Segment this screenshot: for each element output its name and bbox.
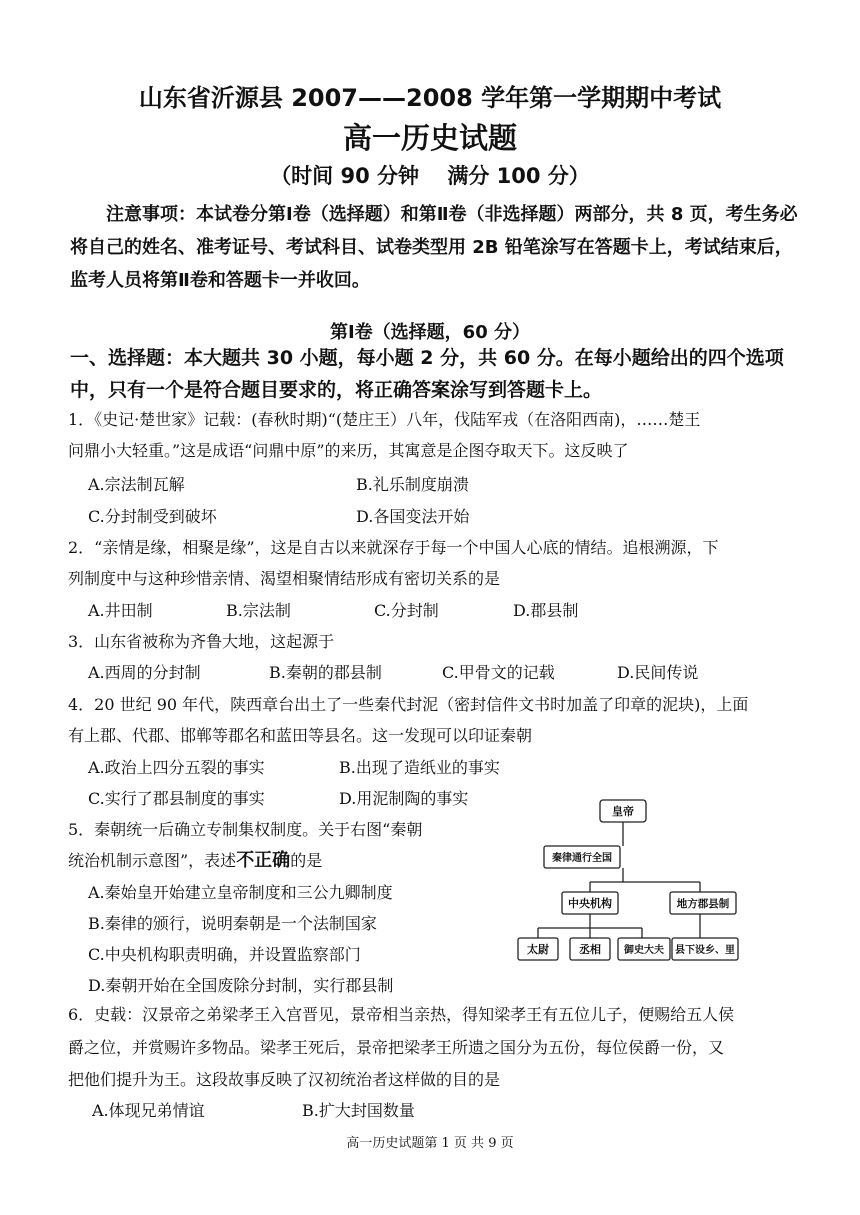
chengxiang-label: 丞相	[579, 943, 601, 956]
question-6-line-1: 6．史载：汉景帝之弟梁孝王入宫晋见，景帝相当亲热，得知梁孝王有五位儿子，便赐给五人侯	[68, 1005, 735, 1024]
q5-option-c: C.中央机构职责明确，并设置监察部门	[88, 945, 361, 964]
q3-option-b: B.秦朝的郡县制	[269, 663, 382, 682]
section-title: 第Ⅰ卷（选择题，60 分）	[329, 322, 530, 343]
question-5-line-1: 5．秦朝统一后确立专制集权制度。关于右图“秦朝	[68, 820, 423, 839]
q1-option-b: B.礼乐制度崩溃	[356, 475, 469, 494]
q1-option-c: C.分封制受到破坏	[88, 507, 217, 526]
page-footer: 高一历史试题第 1 页 共 9 页	[346, 1136, 514, 1151]
question-3-line-1: 3．山东省被称为齐鲁大地，这起源于	[68, 632, 335, 651]
q2-option-a: A.井田制	[88, 601, 153, 620]
exam-notice: 注意事项：本试卷分第Ⅰ卷（选择题）和第Ⅱ卷（非选择题）两部分，共 8 页，考生务必将自己的姓名、准考证号、考试科目、试卷类型用 2B 铅笔涂写在答题卡上，考试结束后，监考人员将第Ⅱ卷和答题卡一并收回。	[70, 204, 798, 291]
question-6-line-2: 爵之位，并赏赐许多物品。梁孝王死后，景帝把梁孝王所遗之国分为五份，每位侯爵一份，又	[68, 1038, 725, 1057]
qin-governance-diagram	[512, 796, 748, 966]
question-5-text-a: 统治机制示意图”，表述	[68, 851, 237, 870]
emperor-label: 皇帝	[612, 805, 634, 818]
local-label: 地方郡县制	[676, 898, 730, 910]
q3-option-a: A.西周的分封制	[88, 663, 201, 682]
q4-option-c: C.实行了郡县制度的事实	[88, 789, 265, 808]
yushi-label: 御史大夫	[624, 945, 664, 956]
question-6-line-3: 把他们提升为王。这段故事反映了汉初统治者这样做的目的是	[68, 1070, 501, 1089]
law-label: 秦律通行全国	[552, 853, 612, 864]
question-2-line-2: 列制度中与这种珍惜亲情、渴望相聚情结形成有密切关系的是	[68, 569, 501, 588]
q4-option-b: B.出现了造纸业的事实	[339, 758, 500, 777]
q2-option-c: C.分封制	[374, 601, 439, 620]
q1-option-a: A.宗法制瓦解	[88, 475, 185, 494]
q5-option-b: B.秦律的颁行，说明秦朝是一个法制国家	[88, 914, 377, 933]
q2-option-d: D.郡县制	[513, 601, 579, 620]
part-heading: 一、选择题：本大题共 30 小题，每小题 2 分，共 60 分。在每小题给出的四个选项中，只有一个是符合题目要求的，将正确答案涂写到答题卡上。	[70, 347, 784, 401]
taiwei-label: 太尉	[527, 943, 549, 956]
q3-option-d: D.民间传说	[617, 663, 699, 682]
question-4-line-2: 有上郡、代郡、邯郸等郡名和蓝田等县名。这一发现可以印证秦朝	[68, 726, 533, 745]
central-label: 中央机构	[568, 897, 612, 910]
q1-option-d: D.各国变法开始	[356, 507, 470, 526]
question-4-line-1: 4．20 世纪 90 年代，陕西章台出土了一些秦代封泥（密封信件文书时加盖了印章的泥块)，上面	[68, 695, 749, 714]
question-1-line-1: 1．《史记·楚世家》记载：(春秋时期)“(楚庄王）八年，伐陆军戎（在洛阳西南)，……楚王	[68, 410, 701, 429]
subject-title: 高一历史试题	[342, 121, 517, 155]
question-5-emphasis: 不正确	[236, 850, 291, 871]
q3-option-c: C.甲骨文的记载	[442, 663, 555, 682]
q5-option-a: A.秦始皇开始建立皇帝制度和三公九卿制度	[88, 883, 393, 902]
exam-title: 山东省沂源县 2007——2008 学年第一学期期中考试	[138, 84, 722, 112]
question-2-line-1: 2．“亲情是缘，相聚是缘”，这是自古以来就深存于每一个中国人心底的情结。追根溯源，下	[68, 538, 719, 557]
q5-option-d: D.秦朝开始在全国废除分封制，实行郡县制	[88, 976, 394, 995]
q6-option-a: A.体现兄弟情谊	[92, 1101, 205, 1120]
q4-option-d: D.用泥制陶的事实	[339, 789, 469, 808]
q2-option-b: B.宗法制	[226, 601, 291, 620]
county-label: 县下设乡、里	[675, 945, 735, 956]
question-5-line-2	[68, 845, 322, 876]
q6-option-b: B.扩大封国数量	[302, 1101, 415, 1120]
time-score-note: （时间 90 分钟 满分 100 分）	[270, 164, 590, 188]
q4-option-a: A.政治上四分五裂的事实	[88, 758, 265, 777]
question-5-text-c: 的是	[290, 851, 323, 870]
question-1-line-2: 问鼎小大轻重。”这是成语“问鼎中原”的来历，其寓意是企图夺取天下。这反映了	[68, 441, 629, 460]
